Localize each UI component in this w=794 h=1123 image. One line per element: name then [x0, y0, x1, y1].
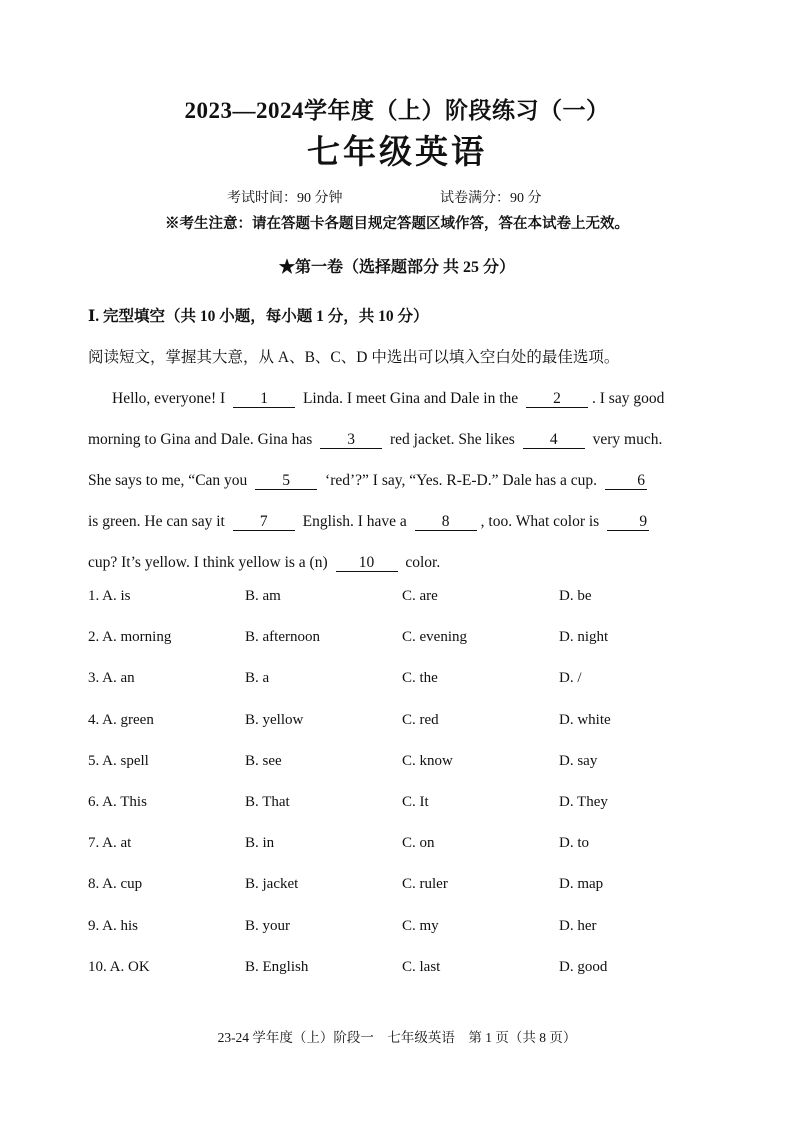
option-c: C. ruler: [402, 876, 448, 893]
option-d: D. They: [559, 793, 608, 810]
option-b: B. jacket: [245, 876, 299, 893]
question-options: [88, 835, 728, 876]
option-b: B. your: [245, 917, 290, 934]
passage-line: She says to me, “Can you 5 ‘red’?” I say, “Yes. R-E-D.” Dale has a cup. 6: [88, 472, 645, 489]
option-c: C. know: [402, 752, 453, 769]
question-options: [88, 959, 728, 1000]
option-d: D. say: [559, 752, 598, 769]
blank-2: 2: [526, 391, 588, 408]
option-a: 10. A. OK: [88, 958, 150, 975]
option-a: 8. A. cup: [88, 876, 143, 893]
option-c: C. evening: [402, 629, 467, 646]
option-b: B. see: [245, 752, 282, 769]
option-b: B. a: [245, 670, 270, 687]
option-a: 6. A. This: [88, 793, 147, 810]
option-b: B. in: [245, 835, 275, 852]
option-a: 3. A. an: [88, 670, 135, 687]
option-c: C. last: [402, 958, 441, 975]
question-options: [88, 918, 728, 959]
blank-3: 3: [320, 432, 382, 449]
option-d: D. good: [559, 958, 608, 975]
section-instruction: 阅读短文，掌握其大意，从 A、B、C、D 中选出可以填入空白处的最佳选项。: [88, 349, 620, 366]
option-a: 4. A. green: [88, 711, 154, 728]
question-options: [88, 629, 728, 670]
option-d: D. be: [559, 588, 592, 604]
option-c: C. on: [402, 835, 435, 852]
option-b: B. yellow: [245, 711, 304, 728]
blank-10: 10: [336, 555, 398, 572]
question-options: [88, 876, 728, 917]
option-b: B. That: [245, 793, 290, 810]
option-a: 1. A. is: [88, 588, 131, 604]
option-d: D. to: [559, 835, 589, 852]
option-c: C. are: [402, 588, 438, 604]
section-title: Ⅰ. 完型填空（共 10 小题，每小题 1 分，共 10 分）: [88, 308, 429, 325]
question-options: [88, 670, 728, 711]
option-b: B. am: [245, 588, 281, 604]
exam-time: 考试时间：90 分钟: [227, 191, 343, 206]
passage-line: is green. He can say it 7 English. I have a 8 , too. What color is 9: [88, 513, 648, 530]
question-options: [88, 588, 728, 629]
question-options: [88, 753, 728, 794]
option-d: D. white: [559, 711, 611, 728]
option-b: B. English: [245, 958, 309, 975]
full-score: 试卷满分：90 分: [440, 191, 542, 206]
passage-line: cup? It’s yellow. I think yellow is a (n) 10 color.: [88, 554, 441, 571]
passage-line: morning to Gina and Dale. Gina has 3 red jacket. She likes 4 very much.: [88, 431, 663, 448]
blank-5: 5: [255, 473, 317, 490]
option-c: C. my: [402, 917, 439, 934]
blank-1: 1: [233, 391, 295, 408]
answer-options: [88, 588, 728, 1000]
question-options: [88, 794, 728, 835]
exam-year-title: 2023—2024学年度（上）阶段练习（一）: [184, 98, 610, 123]
cloze-passage: [88, 378, 688, 583]
question-options: [88, 712, 728, 753]
blank-8: 8: [415, 514, 477, 531]
blank-9: 9: [607, 514, 649, 531]
blank-4: 4: [523, 432, 585, 449]
option-d: D. map: [559, 876, 604, 893]
option-c: C. It: [402, 793, 429, 810]
option-d: D. /: [559, 670, 582, 687]
passage-line: Hello, everyone! I 1 Linda. I meet Gina and Dale in the 2 . I say good: [112, 390, 665, 407]
blank-7: 7: [233, 514, 295, 531]
blank-6: 6: [605, 473, 647, 490]
option-a: 9. A. his: [88, 917, 139, 934]
option-c: C. red: [402, 711, 439, 728]
page-footer: 23-24 学年度（上）阶段一 七年级英语 第 1 页（共 8 页）: [217, 1030, 577, 1045]
volume-title: ★第一卷（选择题部分 共 25 分）: [278, 259, 515, 276]
option-a: 2. A. morning: [88, 629, 172, 646]
option-b: B. afternoon: [245, 629, 320, 646]
option-d: D. night: [559, 629, 609, 646]
option-a: 5. A. spell: [88, 752, 149, 769]
option-c: C. the: [402, 670, 438, 687]
exam-subject-title: 七年级英语: [307, 135, 487, 171]
option-a: 7. A. at: [88, 835, 132, 852]
option-d: D. her: [559, 917, 597, 934]
exam-notice: ※考生注意：请在答题卡各题目规定答题区域作答，答在本试卷上无效。: [165, 216, 629, 232]
